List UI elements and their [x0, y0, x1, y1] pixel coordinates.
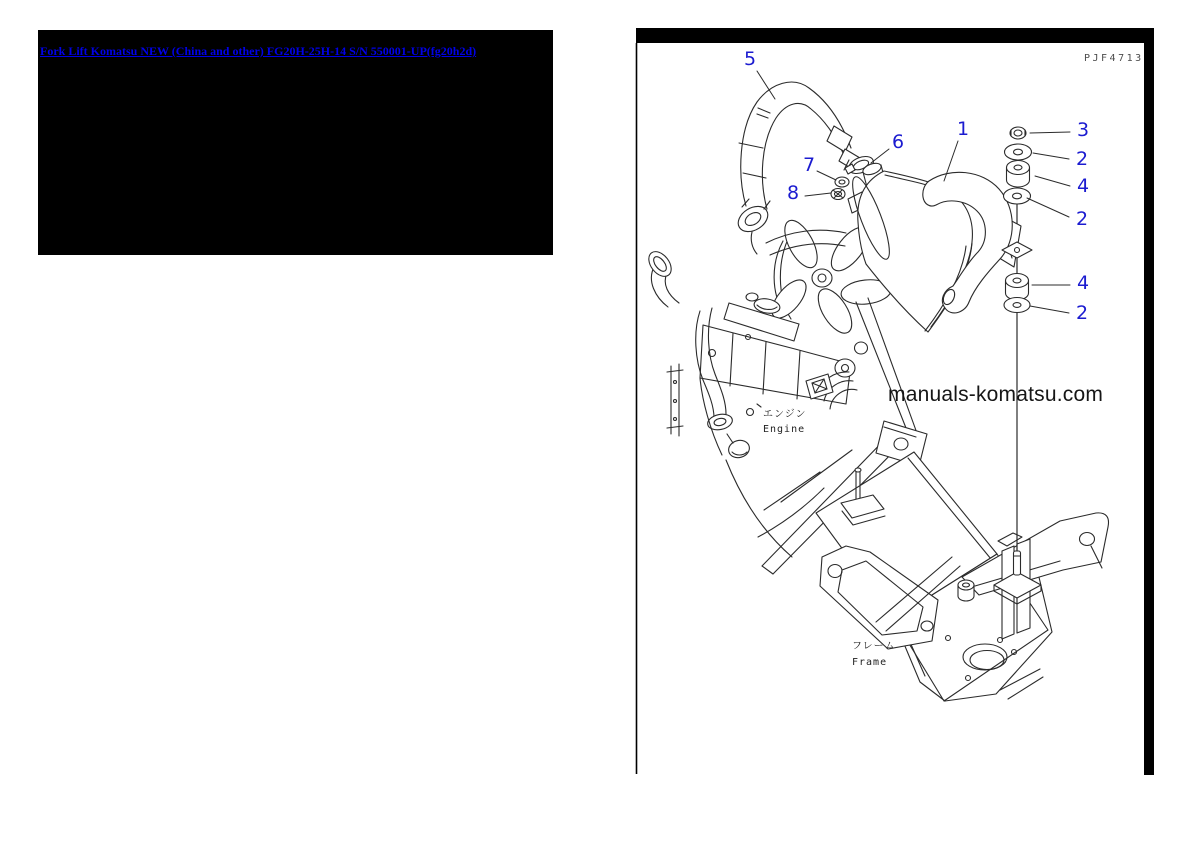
- callout-3: 3: [1077, 119, 1090, 141]
- frame-label-jp: フレーム: [852, 641, 896, 652]
- catalog-link[interactable]: Fork Lift Komatsu NEW (China and other) FG20H-25H-14 S/N 550001-UP(fg20h2d): [40, 44, 477, 58]
- engine-label-en: Engine: [763, 424, 806, 435]
- callout-7: 7: [803, 154, 816, 176]
- frame-drawing: [758, 421, 1109, 701]
- frame-label-en: Frame: [852, 657, 888, 668]
- exhaust-hose-drawing: [734, 82, 860, 237]
- callout-1: 1: [957, 118, 970, 140]
- callout-2a: 2: [1076, 148, 1089, 170]
- callout-2c: 2: [1076, 302, 1089, 324]
- callout-4b: 4: [1077, 272, 1090, 294]
- callout-2b: 2: [1076, 208, 1089, 230]
- callout-4a: 4: [1077, 175, 1090, 197]
- callout-8: 8: [787, 182, 800, 204]
- callout-5: 5: [744, 48, 757, 70]
- engine-label-jp: エンジン: [763, 409, 807, 420]
- watermark: manuals-komatsu.com: [888, 383, 1104, 406]
- callout-6: 6: [892, 131, 905, 153]
- plate-code: PJF4713: [1084, 53, 1144, 64]
